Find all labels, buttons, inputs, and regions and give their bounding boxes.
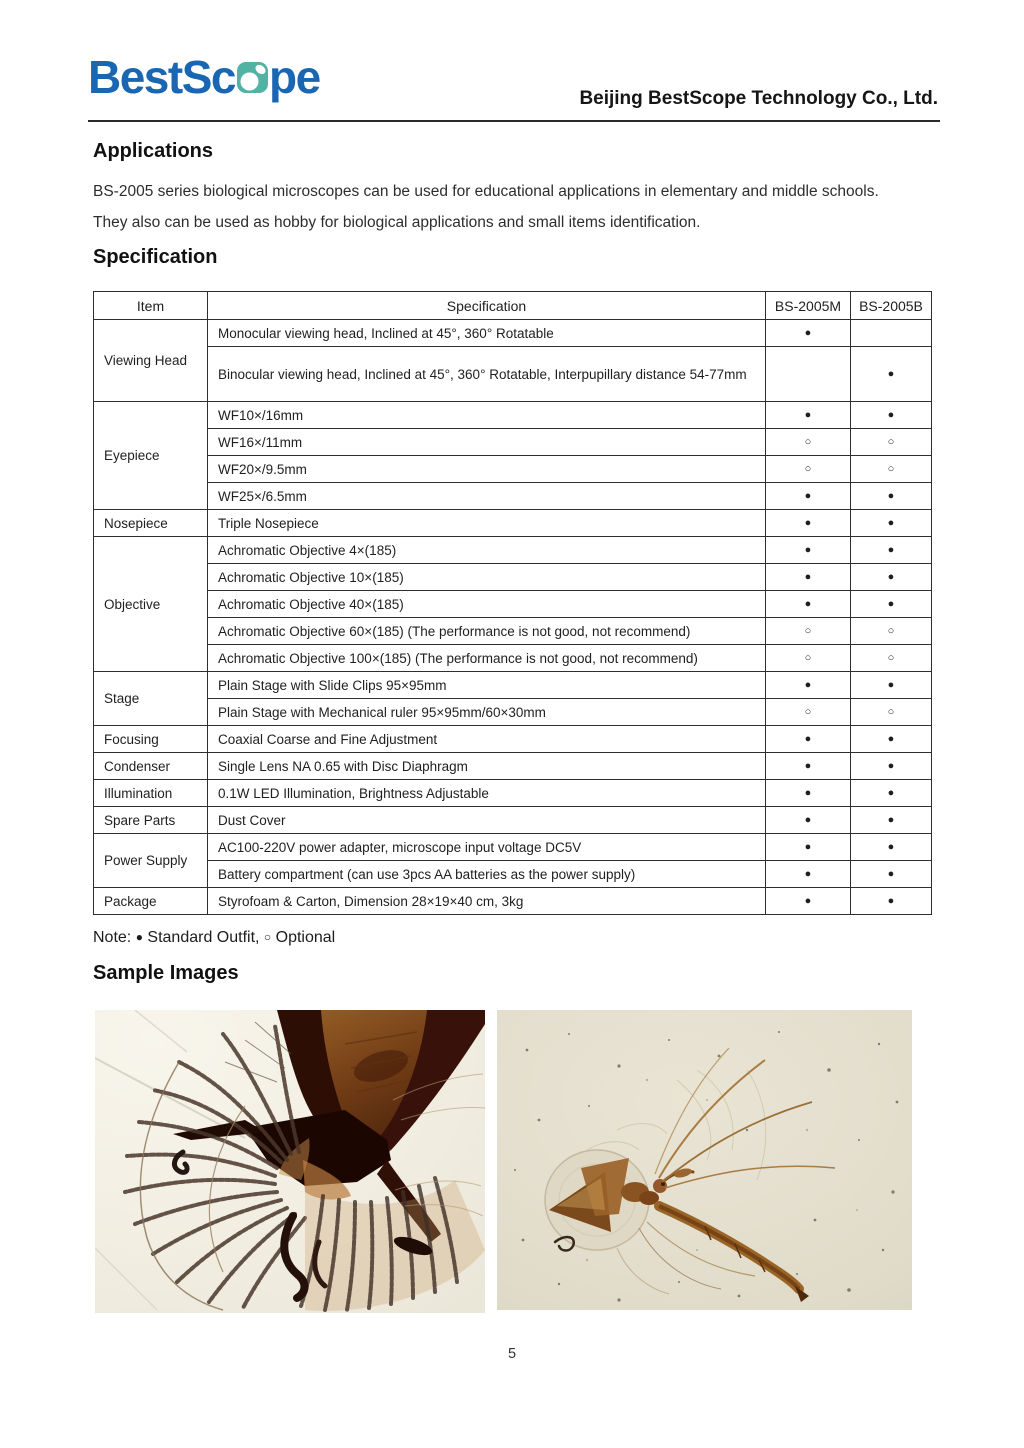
spec-cell: Single Lens NA 0.65 with Disc Diaphragm bbox=[208, 753, 766, 780]
mark-cell-2005b: ● bbox=[851, 402, 932, 429]
spec-table-body bbox=[94, 320, 932, 915]
spec-cell: Monocular viewing head, Inclined at 45°, 360° Rotatable bbox=[208, 320, 766, 347]
note-optional-label: Optional bbox=[275, 929, 336, 946]
spec-table bbox=[93, 291, 932, 915]
table-row bbox=[94, 672, 932, 699]
item-cell: Objective bbox=[94, 537, 208, 672]
spec-cell: Plain Stage with Slide Clips 95×95mm bbox=[208, 672, 766, 699]
sample-images-title: Sample Images bbox=[93, 962, 239, 984]
table-row bbox=[94, 402, 932, 429]
optional-circle-icon: ○ bbox=[263, 930, 272, 944]
mark-cell-2005m: ● bbox=[766, 483, 851, 510]
table-row bbox=[94, 456, 932, 483]
spec-cell: Dust Cover bbox=[208, 807, 766, 834]
standard-dot-icon: ● bbox=[135, 930, 143, 944]
header-specification: Specification bbox=[208, 292, 766, 320]
item-cell: Focusing bbox=[94, 726, 208, 753]
mark-cell-2005m: ● bbox=[766, 807, 851, 834]
table-row bbox=[94, 564, 932, 591]
spec-cell: Coaxial Coarse and Fine Adjustment bbox=[208, 726, 766, 753]
table-row bbox=[94, 429, 932, 456]
mark-cell-2005m: ● bbox=[766, 780, 851, 807]
item-cell: Illumination bbox=[94, 780, 208, 807]
spec-cell: Binocular viewing head, Inclined at 45°, 360° Rotatable, Interpupillary distance 54-77mm bbox=[208, 347, 766, 402]
applications-body-line-1: BS-2005 series biological microscopes can be used for educational applications in elementary and middle schools. bbox=[93, 183, 879, 200]
item-cell: Package bbox=[94, 888, 208, 915]
item-cell: Power Supply bbox=[94, 834, 208, 888]
mark-cell-2005b bbox=[851, 320, 932, 347]
mark-cell-2005m: ● bbox=[766, 753, 851, 780]
note-standard-label: Standard Outfit, bbox=[147, 929, 260, 946]
spec-cell: Achromatic Objective 4×(185) bbox=[208, 537, 766, 564]
logo-text-left: BestSc bbox=[88, 51, 235, 103]
mark-cell-2005b: ● bbox=[851, 483, 932, 510]
specification-title: Specification bbox=[93, 246, 218, 268]
table-note bbox=[93, 929, 335, 947]
item-cell: Eyepiece bbox=[94, 402, 208, 510]
mark-cell-2005b: ○ bbox=[851, 618, 932, 645]
mark-cell-2005m: ● bbox=[766, 834, 851, 861]
table-row bbox=[94, 699, 932, 726]
table-row bbox=[94, 753, 932, 780]
spec-cell: Styrofoam & Carton, Dimension 28×19×40 cm, 3kg bbox=[208, 888, 766, 915]
mark-cell-2005m: ● bbox=[766, 402, 851, 429]
header-item: Item bbox=[94, 292, 208, 320]
mark-cell-2005b: ● bbox=[851, 672, 932, 699]
sample-images-row bbox=[95, 1010, 912, 1313]
mark-cell-2005b: ● bbox=[851, 807, 932, 834]
logo-lens-o-icon bbox=[237, 62, 268, 93]
mark-cell-2005m: ● bbox=[766, 564, 851, 591]
mark-cell-2005m: ○ bbox=[766, 618, 851, 645]
company-name: Beijing BestScope Technology Co., Ltd. bbox=[579, 88, 938, 109]
mark-cell-2005b: ● bbox=[851, 834, 932, 861]
mark-cell-2005m: ● bbox=[766, 888, 851, 915]
table-row bbox=[94, 483, 932, 510]
table-row bbox=[94, 861, 932, 888]
item-cell: Spare Parts bbox=[94, 807, 208, 834]
mark-cell-2005m: ○ bbox=[766, 645, 851, 672]
mark-cell-2005b: ○ bbox=[851, 429, 932, 456]
mark-cell-2005m: ● bbox=[766, 726, 851, 753]
mark-cell-2005b: ● bbox=[851, 726, 932, 753]
spec-cell: 0.1W LED Illumination, Brightness Adjustable bbox=[208, 780, 766, 807]
item-cell: Condenser bbox=[94, 753, 208, 780]
spec-cell: WF10×/16mm bbox=[208, 402, 766, 429]
spec-cell: WF25×/6.5mm bbox=[208, 483, 766, 510]
item-cell: Stage bbox=[94, 672, 208, 726]
page-number: 5 bbox=[507, 1346, 517, 1362]
spec-cell: Achromatic Objective 40×(185) bbox=[208, 591, 766, 618]
table-row bbox=[94, 834, 932, 861]
mark-cell-2005b: ○ bbox=[851, 699, 932, 726]
spec-cell: Triple Nosepiece bbox=[208, 510, 766, 537]
table-row bbox=[94, 320, 932, 347]
spec-cell: Achromatic Objective 100×(185) (The performance is not good, not recommend) bbox=[208, 645, 766, 672]
mark-cell-2005m: ● bbox=[766, 672, 851, 699]
mark-cell-2005b: ● bbox=[851, 537, 932, 564]
mark-cell-2005m: ● bbox=[766, 861, 851, 888]
mark-cell-2005b: ● bbox=[851, 861, 932, 888]
spec-cell: Achromatic Objective 60×(185) (The performance is not good, not recommend) bbox=[208, 618, 766, 645]
spec-cell: WF16×/11mm bbox=[208, 429, 766, 456]
mark-cell-2005b: ○ bbox=[851, 645, 932, 672]
table-row bbox=[94, 591, 932, 618]
mark-cell-2005b: ● bbox=[851, 510, 932, 537]
bestscope-logo bbox=[88, 51, 320, 103]
mark-cell-2005m: ○ bbox=[766, 456, 851, 483]
table-row bbox=[94, 510, 932, 537]
mark-cell-2005m: ○ bbox=[766, 699, 851, 726]
logo-text-right: pe bbox=[268, 51, 320, 103]
applications-body-line-2: They also can be used as hobby for biological applications and small items identification. bbox=[93, 214, 701, 231]
sample-micrograph-insect-larva bbox=[497, 1010, 912, 1310]
mark-cell-2005b: ● bbox=[851, 564, 932, 591]
header-bs-2005m: BS-2005M bbox=[766, 292, 851, 320]
mark-cell-2005b: ○ bbox=[851, 456, 932, 483]
item-cell: Viewing Head bbox=[94, 320, 208, 402]
spec-cell: Plain Stage with Mechanical ruler 95×95mm/60×30mm bbox=[208, 699, 766, 726]
header-divider bbox=[88, 120, 940, 122]
table-row bbox=[94, 726, 932, 753]
applications-title: Applications bbox=[93, 140, 214, 162]
mark-cell-2005b: ● bbox=[851, 780, 932, 807]
spec-cell: WF20×/9.5mm bbox=[208, 456, 766, 483]
table-row bbox=[94, 645, 932, 672]
mark-cell-2005m: ● bbox=[766, 591, 851, 618]
table-row bbox=[94, 888, 932, 915]
mark-cell-2005b: ● bbox=[851, 591, 932, 618]
table-header-row bbox=[94, 292, 932, 320]
applications-body bbox=[93, 176, 879, 238]
mark-cell-2005b: ● bbox=[851, 753, 932, 780]
table-row bbox=[94, 347, 932, 402]
table-row bbox=[94, 807, 932, 834]
header-bs-2005b: BS-2005B bbox=[851, 292, 932, 320]
mark-cell-2005m: ● bbox=[766, 510, 851, 537]
sample-micrograph-insect-gills bbox=[95, 1010, 485, 1313]
mark-cell-2005m: ○ bbox=[766, 429, 851, 456]
spec-cell: AC100-220V power adapter, microscope input voltage DC5V bbox=[208, 834, 766, 861]
table-row bbox=[94, 780, 932, 807]
mark-cell-2005m: ● bbox=[766, 537, 851, 564]
item-cell: Nosepiece bbox=[94, 510, 208, 537]
table-row bbox=[94, 618, 932, 645]
table-row bbox=[94, 537, 932, 564]
note-label: Note: bbox=[93, 929, 132, 946]
mark-cell-2005b: ● bbox=[851, 347, 932, 402]
mark-cell-2005b: ● bbox=[851, 888, 932, 915]
mark-cell-2005m bbox=[766, 347, 851, 402]
spec-cell: Battery compartment (can use 3pcs AA batteries as the power supply) bbox=[208, 861, 766, 888]
spec-cell: Achromatic Objective 10×(185) bbox=[208, 564, 766, 591]
mark-cell-2005m: ● bbox=[766, 320, 851, 347]
